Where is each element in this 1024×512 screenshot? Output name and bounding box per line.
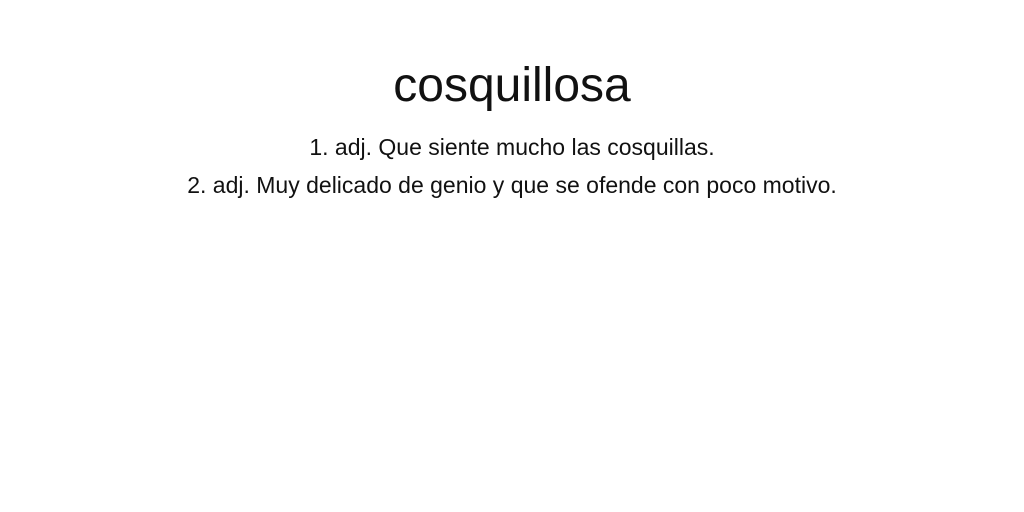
- definition-2: 2. adj. Muy delicado de genio y que se ofende con poco motivo.: [187, 172, 837, 198]
- definition-list: [0, 128, 1024, 204]
- headword: cosquillosa: [393, 59, 631, 112]
- definition-1: 1. adj. Que siente mucho las cosquillas.: [309, 134, 715, 160]
